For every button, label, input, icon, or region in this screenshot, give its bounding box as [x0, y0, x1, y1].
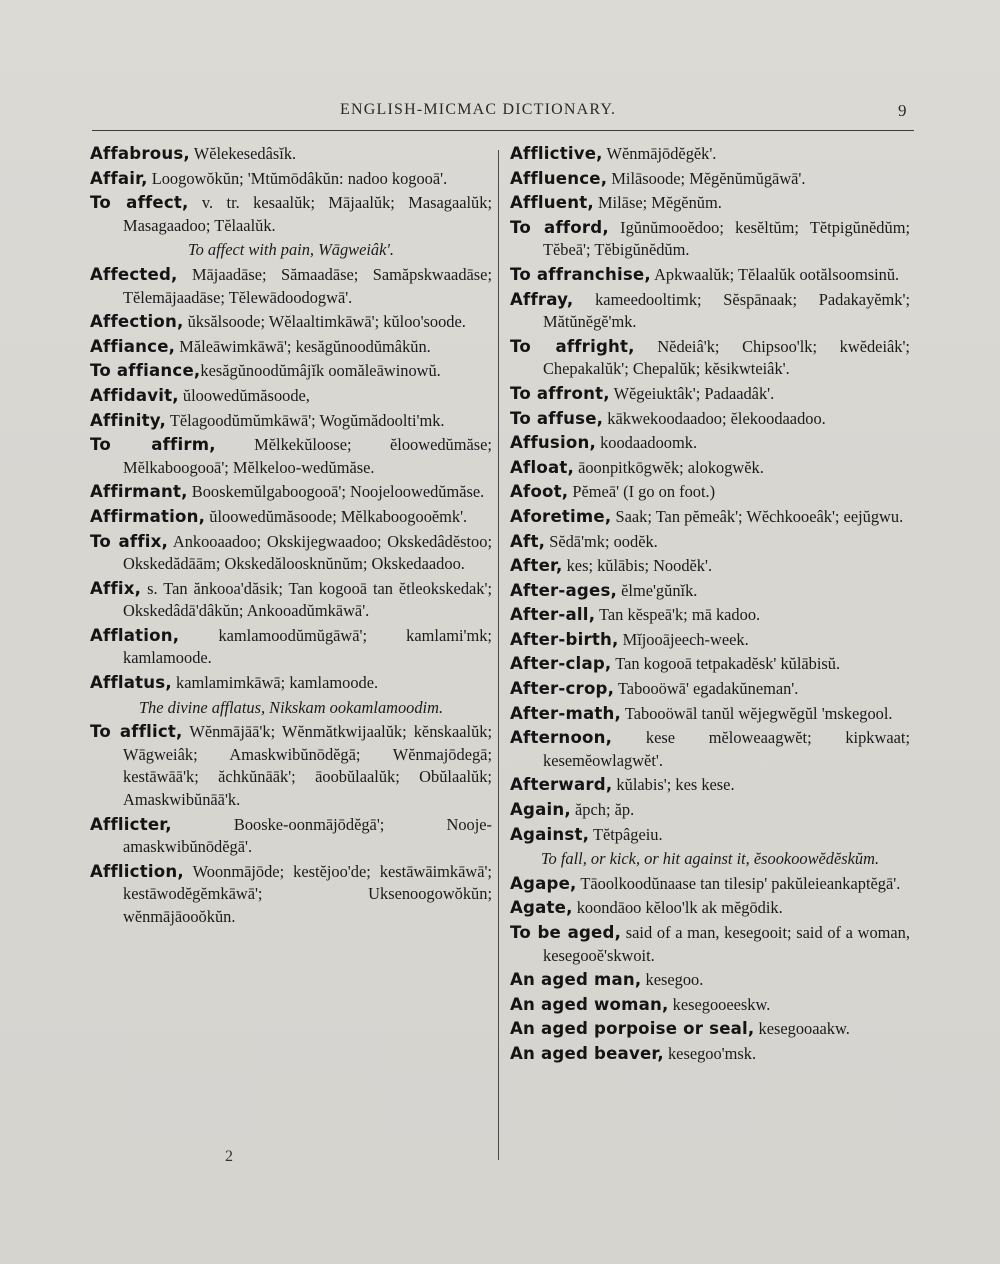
headword: After-birth, — [510, 629, 619, 649]
headword: After, — [510, 556, 563, 576]
headword: Affair, — [90, 168, 148, 188]
definition: ŭloowedŭmăsoode; Mĕlkaboogooĕmk'. — [205, 506, 468, 526]
sub-entry: The divine afflatus, Nikskam ookamlamoodim. — [138, 697, 444, 717]
dictionary-entry — [510, 774, 910, 797]
headword: An aged man, — [510, 970, 642, 990]
definition: Wĕnmājāā'k; Wĕnmătkwijaalŭk; kĕnskaalŭk; Wāgweiâk; Amaskwibŭnōdĕgā; Wĕnmajōdegā; kestāwāā'k; ăchkŭnāāk'; āoobŭlaalŭk; Obŭlaalŭk; Amaskwibŭnāā'k. — [123, 722, 493, 810]
definition: Tāoolkoodŭnaase tan tilesip' pakŭleieankaptĕgā'. — [576, 873, 901, 893]
headword: After-math, — [510, 703, 622, 723]
dictionary-entry — [90, 336, 492, 359]
headword: Affusion, — [510, 433, 596, 453]
headword: Afoot, — [510, 482, 569, 502]
definition: Tan kogooā tetpakadĕsk' kŭlābisŭ. — [611, 654, 841, 674]
definition: Apkwaalŭk; Tĕlaalŭk ootălsoomsinŭ. — [650, 264, 900, 284]
definition: kamlamimkāwā; kamlamoode. — [171, 673, 379, 693]
headword: Agape, — [510, 873, 577, 893]
definition: Tĕtpâgeiu. — [589, 824, 663, 844]
dictionary-entry — [90, 360, 492, 383]
definition: kesegooeeskw. — [668, 994, 771, 1014]
headword: To affright, — [510, 336, 635, 356]
definition: Wĕlekesedâsĭk. — [189, 144, 297, 163]
definition: Măleāwimkāwā'; kesăgŭnoodŭmâkŭn. — [175, 336, 431, 356]
dictionary-entry — [510, 873, 910, 896]
definition: kesegoo'msk. — [663, 1043, 757, 1063]
definition: kŭlabis'; kes kese. — [612, 775, 735, 795]
definition: Tabooöwāl tanŭl wĕjegwĕgŭl 'mskegool. — [621, 703, 893, 723]
headword: Affiance, — [90, 336, 176, 356]
dictionary-entry — [90, 385, 492, 408]
definition: kameedooltimk; Sĕspānaak; Padakayĕmk'; Mătŭnĕgĕ'mk. — [543, 289, 910, 332]
definition: Mĭjooājeech-week. — [618, 629, 749, 649]
definition: Booske-oonmājōdĕgā'; Nooje-amaskwibŭnōdĕgā'. — [123, 814, 492, 857]
dictionary-entry — [510, 457, 910, 480]
headword: To affuse, — [510, 408, 604, 428]
headword: Affray, — [510, 289, 574, 309]
dictionary-entry — [510, 432, 910, 455]
dictionary-entry — [90, 578, 492, 623]
headword: After-ages, — [510, 580, 618, 600]
dictionary-entry — [510, 994, 910, 1017]
signature-mark: 2 — [225, 1148, 233, 1165]
headword: An aged woman, — [510, 994, 669, 1014]
dictionary-entry — [510, 289, 910, 334]
headword: Agate, — [510, 898, 573, 918]
dictionary-entry — [510, 336, 910, 381]
definition: Tabooöwā' egadakŭneman'. — [614, 679, 799, 699]
headword: Afflatus, — [90, 673, 172, 693]
right-column — [510, 143, 910, 1068]
headword: After-all, — [510, 605, 596, 625]
dictionary-entry — [90, 672, 492, 695]
dictionary-entry — [510, 703, 910, 726]
headword: To affect, — [90, 193, 189, 213]
headword: To affranchise, — [510, 264, 651, 284]
definition: Tĕlagoodŭmŭmkāwā'; Wogŭmădoolti'mk. — [166, 410, 445, 430]
dictionary-entry — [510, 264, 910, 287]
dictionary-entry — [510, 1043, 910, 1066]
definition: kamlamoodŭmŭgāwā'; kamlami'mk; kamlamoode. — [123, 625, 492, 668]
definition: ăpch; ăp. — [570, 800, 635, 820]
dictionary-entry — [510, 555, 910, 578]
headword: Affected, — [90, 264, 178, 284]
headword: To afflict, — [90, 722, 183, 742]
dictionary-entry — [90, 143, 492, 166]
left-column — [90, 143, 492, 931]
dictionary-entry — [90, 168, 492, 191]
headword: Again, — [510, 800, 571, 820]
dictionary-entry — [90, 311, 492, 334]
dictionary-entry — [510, 217, 910, 262]
definition: Mājaadāse; Sămaadāse; Samăpskwaadāse; Tĕlemājaadāse; Tĕlewādoodogwā'. — [123, 264, 492, 307]
definition: Loogowŏkŭn; 'Mtŭmōdâkŭn: nadoo kogooā'. — [147, 168, 448, 188]
headword: Afflation, — [90, 625, 180, 645]
dictionary-entry — [510, 192, 910, 215]
headword: Affliction, — [90, 861, 184, 881]
definition: Nĕdeiâ'k; Chipsoo'lk; kwĕdeiâk'; Chepakalŭk'; Chepalŭk; kĕsikwteiâk'. — [543, 336, 910, 379]
headword: Against, — [510, 824, 590, 844]
definition: Woonmājōde; kestĕjoo'de; kestāwāimkāwā'; kestāwodĕgĕmkāwā'; Uksenoogowŏkŭn; wĕnmājāooŏkŭn. — [123, 861, 492, 926]
definition: koondāoo kĕloo'lk ak mĕgōdik. — [572, 898, 783, 918]
definition: Tan kĕspeā'k; mā kadoo. — [595, 605, 761, 625]
dictionary-entry — [510, 824, 910, 847]
definition: Pĕmeā' (I go on foot.) — [568, 482, 716, 502]
sub-entry: To fall, or kick, or hit against it, ĕsookoowĕdĕskŭm. — [540, 849, 880, 869]
dictionary-entry — [510, 604, 910, 627]
definition: Ankooaadoo; Okskijegwaadoo; Okskedâdĕstoo; Okskedădāām; Okskedăloosknŭnŭm; Okskedaadoo. — [123, 531, 492, 574]
headword: Afflictive, — [510, 144, 603, 163]
dictionary-entry — [90, 506, 492, 529]
dictionary-entry — [90, 481, 492, 504]
dictionary-entry — [510, 408, 910, 431]
headword: Aforetime, — [510, 506, 612, 526]
headword: Affection, — [90, 312, 184, 332]
dictionary-entry — [510, 629, 910, 652]
headword: After-crop, — [510, 679, 615, 699]
dictionary-entry — [90, 531, 492, 576]
definition: kes; kŭlābis; Noodĕk'. — [562, 556, 713, 576]
dictionary-entry — [510, 506, 910, 529]
headword: Affidavit, — [90, 385, 179, 405]
headword: Afternoon, — [510, 728, 613, 748]
definition: v. tr. kesaalŭk; Mājaalŭk; Masagaalŭk; Masagaadoo; Tĕlaalŭk. — [123, 193, 492, 235]
dictionary-entry — [510, 580, 910, 603]
headword: To affirm, — [90, 435, 216, 455]
definition: kesegooaakw. — [754, 1019, 850, 1039]
definition: kesăgŭnoodŭmâjĭk oomăleāwinowŭ. — [200, 361, 441, 381]
dictionary-entry — [510, 383, 910, 406]
dictionary-entry — [90, 814, 492, 859]
dictionary-entry — [90, 625, 492, 670]
dictionary-entry — [510, 897, 910, 920]
headword: To affiance, — [90, 361, 201, 381]
dictionary-entry — [510, 922, 910, 967]
dictionary-entry — [510, 1018, 910, 1041]
headword: After-clap, — [510, 654, 612, 674]
definition: said of a man, kesegooit; said of a woman, kesegooĕ'skwoit. — [543, 923, 910, 965]
dictionary-entry — [90, 721, 492, 811]
headword: Aft, — [510, 531, 546, 551]
definition: ĕlme'gŭnĭk. — [617, 580, 698, 600]
definition: Wĕnmājōdĕgĕk'. — [602, 144, 717, 163]
definition: Wĕgeiuktâk'; Padaadâk'. — [609, 383, 775, 403]
page-title: ENGLISH-MICMAC DICTIONARY. — [340, 101, 617, 118]
dictionary-entry — [90, 434, 492, 479]
headword: Affix, — [90, 578, 142, 598]
dictionary-entry — [510, 481, 910, 504]
headword: Affinity, — [90, 410, 167, 430]
dictionary-entry — [90, 192, 492, 237]
definition: koodaadoomk. — [595, 433, 698, 453]
page-number: 9 — [898, 101, 907, 120]
definition: ŭloowedŭmăsoode, — [178, 385, 310, 405]
definition: Mĕlkekŭloose; ĕloowedŭmăse; Mĕlkaboogooā'; Mĕlkeloo-wedŭmăse. — [123, 435, 492, 477]
column-divider — [498, 150, 499, 1160]
dictionary-entry — [510, 678, 910, 701]
definition: s. Tan ănkooa'dăsik; Tan kogooā tan ĕtleokskedak'; Okskedâdā'dâkŭn; Ankooadŭmkāwā'. — [123, 578, 492, 621]
dictionary-entry — [510, 531, 910, 554]
running-head — [0, 101, 1000, 123]
definition: kākwekoodaadoo; ĕlekoodaadoo. — [603, 408, 826, 428]
definition: ŭksălsoode; Wĕlaaltimkāwā'; kŭloo'soode. — [183, 312, 466, 332]
dictionary-entry — [90, 861, 492, 929]
headword: To be aged, — [510, 923, 622, 942]
dictionary-entry — [510, 143, 910, 166]
definition: Igŭnŭmooĕdoo; kesĕltŭm; Tĕtpigŭnĕdŭm; Tĕbeā'; Tĕbigŭnĕdŭm. — [543, 217, 910, 260]
headword: Affabrous, — [90, 144, 190, 163]
headword: Affirmant, — [90, 482, 188, 502]
definition: kese mĕloweaagwĕt; kipkwaat; kesemĕowlagwĕt'. — [543, 728, 910, 770]
headword: Afflicter, — [90, 814, 172, 834]
headword: Affluence, — [510, 168, 608, 188]
dictionary-entry — [90, 264, 492, 309]
headword: Affluent, — [510, 193, 594, 213]
headword: To affix, — [90, 531, 169, 551]
definition: Booskemŭlgaboogooā'; Noojeloowedŭmăse. — [187, 482, 485, 502]
definition: Milāsoode; Mĕgĕnŭmŭgāwā'. — [607, 168, 806, 188]
dictionary-entry — [510, 727, 910, 772]
dictionary-entry — [90, 410, 492, 433]
definition: Milāse; Mĕgĕnŭm. — [593, 193, 722, 213]
header-rule — [92, 130, 914, 131]
definition: āoonpitkōgwĕk; alokogwĕk. — [573, 457, 764, 477]
dictionary-entry — [510, 653, 910, 676]
sub-entry: To affect with pain, Wāgweiâk'. — [188, 240, 394, 260]
definition: Saak; Tan pĕmeâk'; Wĕchkooeâk'; eejŭgwu. — [611, 506, 904, 526]
dictionary-entry — [510, 168, 910, 191]
headword: An aged porpoise or seal, — [510, 1019, 755, 1039]
dictionary-entry — [510, 799, 910, 822]
dictionary-entry — [510, 969, 910, 992]
headword: To affront, — [510, 383, 610, 403]
headword: Afterward, — [510, 775, 613, 795]
headword: Afloat, — [510, 457, 574, 477]
definition: Sĕdā'mk; oodĕk. — [545, 531, 658, 551]
headword: An aged beaver, — [510, 1043, 664, 1063]
headword: To afford, — [510, 217, 609, 237]
definition: kesegoo. — [641, 970, 704, 990]
headword: Affirmation, — [90, 506, 206, 526]
